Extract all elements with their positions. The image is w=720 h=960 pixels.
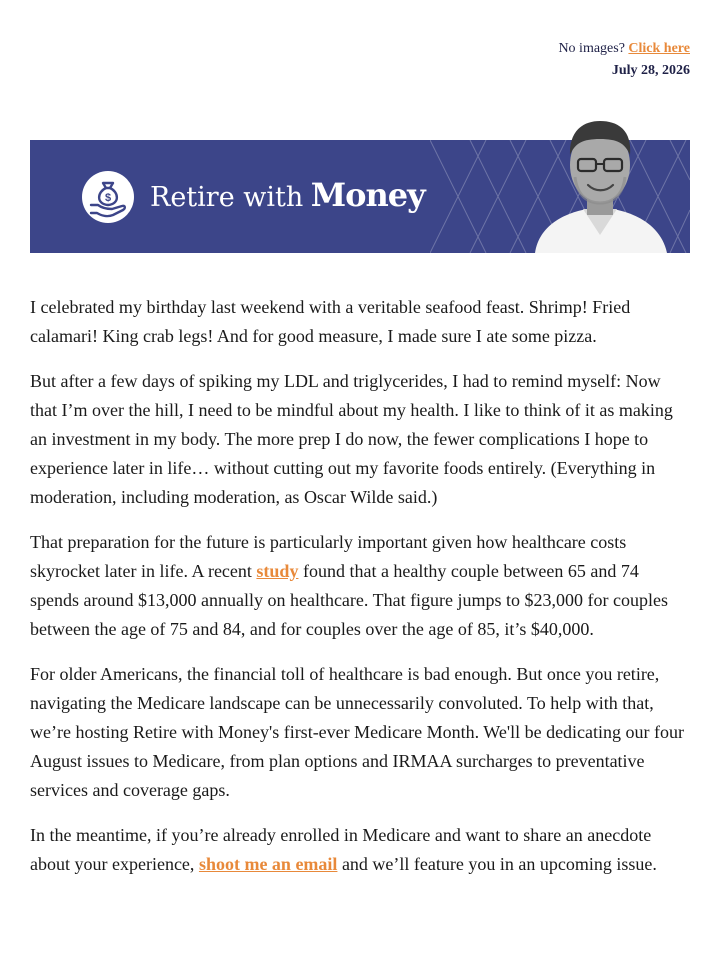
issue-date: July 28, 2026 [611,63,690,78]
paragraph-5-text-b: and we’ll feature you in an upcoming issue. [337,854,657,874]
paragraph-4: For older Americans, the financial toll of healthcare is bad enough. But once you retire, navigating the Medicare landscape can be unnecessarily convoluted. To help with that, we’re hosting Retire with Money's first-ever Medicare Month. We'll be dedicating our four August issues to Medicare, from plan options and IRMAA surcharges to preventative services and coverage gaps. [30,664,685,800]
paragraph-3-text-a: That preparation for the future is particularly important given how healthcare costs skyrocket later in life. A recent [30,532,627,581]
newsletter-banner [30,140,690,253]
no-images-text: No images? [558,41,625,56]
paragraph-3 [30,528,692,644]
click-here-link[interactable]: Click here [628,41,690,56]
email-link[interactable]: shoot me an email [198,854,338,874]
brand-light-text: Retire with [150,182,304,213]
header-links [558,38,690,82]
paragraph-5 [30,821,692,879]
article-body [30,293,692,895]
brand-wordmark [150,176,425,214]
paragraph-5-text-a: In the meantime, if you’re already enrolled in Medicare and want to share an anecdote about your experience, [30,825,652,874]
study-link[interactable]: study [256,561,299,581]
svg-text:$: $ [104,192,112,204]
paragraph-2: But after a few days of spiking my LDL and triglycerides, I had to remind myself: Now that I’m over the hill, I need to be mindful about my health. I like to think of it as making an investment in my body. The more prep I do now, the fewer complications I hope to experience later in life… without cutting out my favorite foods entirely. (Everything in moderation, including moderation, as Oscar Wilde said.) [30,371,673,507]
money-bag-in-hand-icon [82,171,134,223]
author-portrait [525,113,675,253]
brand-bold-text: Money [310,176,425,214]
paragraph-1: I celebrated my birthday last weekend with a veritable seafood feast. Shrimp! Fried calamari! King crab legs! And for good measure, I made sure I ate some pizza. [30,297,631,346]
no-images-line [558,38,690,60]
paragraph-3-text-b: found that a healthy couple between 65 and 74 spends around $13,000 annually on healthcare. That figure jumps to $23,000 for couples between the age of 75 and 84, and for couples over the age of 85, it’s $40,000. [30,561,669,639]
